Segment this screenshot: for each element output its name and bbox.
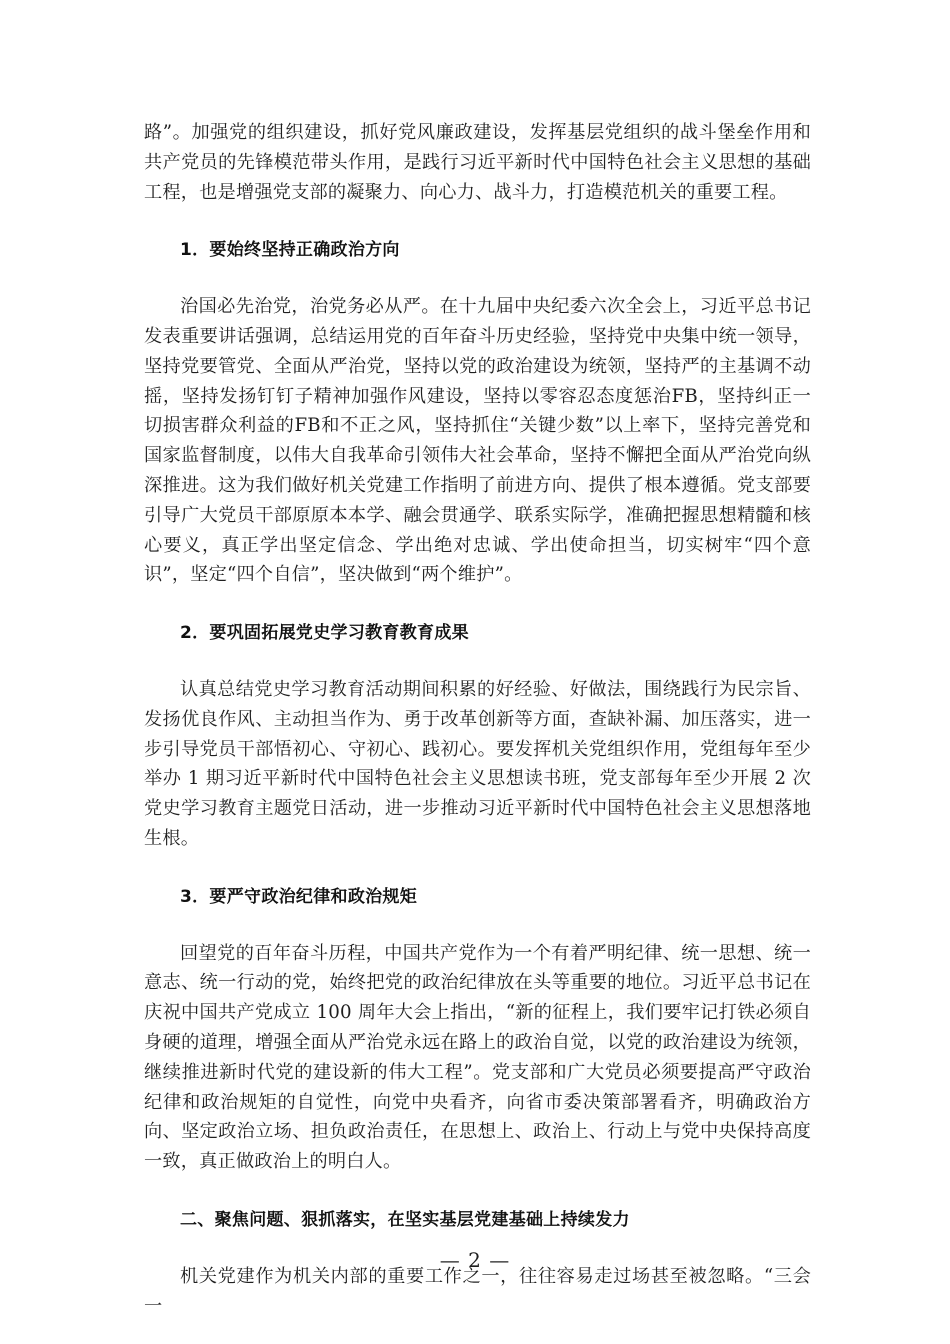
spacer (144, 590, 811, 619)
spacer (144, 913, 811, 939)
part-two-heading: 二、聚焦问题、狠抓落实，在坚实基层党建基础上持续发力 (180, 1209, 630, 1230)
section-2-heading: 2．要巩固拓展党史学习教育教育成果 (180, 623, 469, 644)
intro-paragraph: 路”。加强党的组织建设，抓好党风廉政建设，发挥基层党组织的战斗堡垒作用和共产党员的先锋模范带头作用，是践行习近平新时代中国特色社会主义思想的基础工程，也是增强党支部的凝聚力、向心力、战斗力，打造模范机关的重要工程。 (144, 122, 811, 203)
page-number: — 2 — (439, 1248, 511, 1272)
spacer (144, 1177, 811, 1206)
section-3-paragraph: 回望党的百年奋斗历程，中国共产党作为一个有着严明纪律、统一思想、统一意志、统一行动的党，始终把党的政治纪律放在头等重要的地位。习近平总书记在庆祝中国共产党成立 100 周年大会上指出，“新的征程上，我们要牢记打铁必须自身硬的道理，增强全面从严治党永远在路上的政治自觉，以党的政治建设为统领，继续推进新时代党的建设新的伟大工程”。党支部和广大党员必须要提高严守政治纪律和政治规矩的自觉性，向党中央看齐，向省市委决策部署看齐，明确政治方向、坚定政治立场、担负政治责任，在思想上、政治上、行动上与党中央保持高度一致，真正做政治上的明白人。 (144, 942, 811, 1173)
spacer (144, 266, 811, 292)
part-two-paragraph: 机关党建作为机关内部的重要工作之一，往往容易走过场甚至被忽略。“三会一 (144, 1265, 811, 1317)
spacer (144, 649, 811, 675)
section-1-paragraph: 治国必先治党，治党务必从严。在十九届中央纪委六次全会上，习近平总书记发表重要讲话强调，总结运用党的百年奋斗历史经验，坚持党中央集中统一领导，坚持党要管党、全面从严治党，坚持以党的政治建设为统领，坚持严的主基调不动摇，坚持发扬钉钉子精神加强作风建设，坚持以零容忍态度惩治FB，坚持纠正一切损害群众利益的FB和不正之风，坚持抓住“关键少数”以上率下，坚持完善党和国家监督制度，以伟大自我革命引领伟大社会革命，坚持不懈把全面从严治党向纵深推进。这为我们做好机关党建工作指明了前进方向、提供了根本遵循。党支部要引导广大党员干部原原本本学、融会贯通学、联系实际学，准确把握思想精髓和核心要义，真正学出坚定信念、学出绝对忠诚、学出使命担当，切实树牢“四个意识”，坚定“四个自信”，坚决做到“两个维护”。 (144, 296, 811, 586)
page-body (144, 118, 811, 1321)
section-3-heading: 3．要严守政治纪律和政治规矩 (180, 886, 418, 907)
spacer (144, 207, 811, 236)
spacer (144, 854, 811, 883)
section-2-paragraph: 认真总结党史学习教育活动期间积累的好经验、好做法，围绕践行为民宗旨、发扬优良作风、主动担当作为、勇于改革创新等方面，查缺补漏、加压落实，进一步引导党员干部悟初心、守初心、践初心。要发挥机关党组织作用，党组每年至少举办 1 期习近平新时代中国特色社会主义思想读书班，党支部每年至少开展 2 次党史学习教育主题党日活动，进一步推动习近平新时代中国特色社会主义思想落地生根。 (144, 678, 811, 849)
section-1-heading: 1．要始终坚持正确政治方向 (180, 240, 400, 261)
